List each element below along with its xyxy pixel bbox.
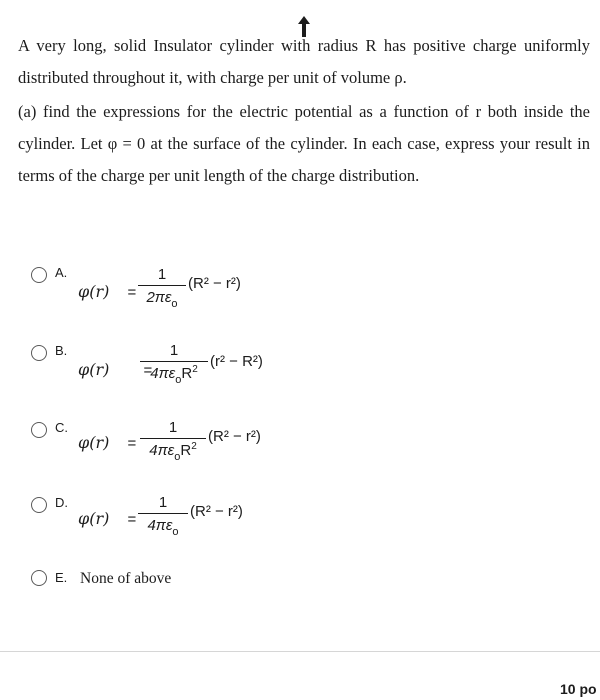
option-b-fraction: 1 $4\pi\varepsilon_oR^2$ [140,341,208,384]
option-d-fraction: 1 $4\pi\varepsilon_o$ [138,493,188,536]
option-c-letter: C. [55,420,68,435]
option-c-denominator: 4πε [149,442,175,460]
option-d-radio[interactable] [31,497,47,513]
option-a-letter: A. [55,265,68,280]
option-c-bracket: (R² − r²) [208,428,261,445]
option-b-lhs: φ(r) [78,360,110,379]
option-a-bracket: (R² − r²) [188,275,241,292]
option-b-letter: B. [55,343,68,358]
option-a-denominator: 2πε [146,289,172,307]
option-a-numerator: 1 [157,266,167,283]
option-a-fraction: 1 $2\pi\varepsilon_o$ [138,265,186,308]
option-b[interactable] [0,340,600,410]
option-c[interactable] [0,418,600,488]
option-a-equals: = [127,284,137,301]
option-e-letter: E. [55,570,68,585]
option-b-numerator: 1 [169,342,179,359]
footer-divider [0,651,600,652]
option-b-radio[interactable] [31,345,47,361]
option-d-bracket: (R² − r²) [190,503,243,520]
option-d-denominator: 4πε [147,517,173,535]
option-b-equals: = [143,362,153,379]
option-d-numerator: 1 [158,494,168,511]
question-text [18,30,590,192]
option-b-denominator: 4πε [150,365,176,383]
option-c-lhs: φ(r) [78,433,110,452]
option-a[interactable] [0,262,600,332]
option-c-equals: = [127,435,137,452]
option-d-letter: D. [55,495,68,510]
option-e-label: None of above [80,570,172,587]
option-b-bracket: (r² − R²) [210,353,263,370]
option-a-lhs: φ(r) [78,282,110,301]
option-a-radio[interactable] [31,267,47,283]
option-e-radio[interactable] [31,570,47,586]
option-d[interactable] [0,493,600,563]
option-c-numerator: 1 [168,419,178,436]
option-d-lhs: φ(r) [78,509,110,528]
question-paragraph-1: A very long, solid Insulator cylinder with radius R has positive charge uniformly distributed throughout it, with charge per unit of volume ρ. [18,36,590,87]
option-c-radio[interactable] [31,422,47,438]
question-paragraph-2: (a) find the expressions for the electric potential as a function of r both inside the cylinder. Let φ = 0 at the surface of the cylinder. In each case, express your result in terms of the charge per unit length of the charge distribution. [18,102,590,185]
points-label: 10 po [560,681,597,697]
option-d-equals: = [127,511,137,528]
option-c-fraction: 1 $4\pi\varepsilon_oR^2$ [140,418,206,461]
